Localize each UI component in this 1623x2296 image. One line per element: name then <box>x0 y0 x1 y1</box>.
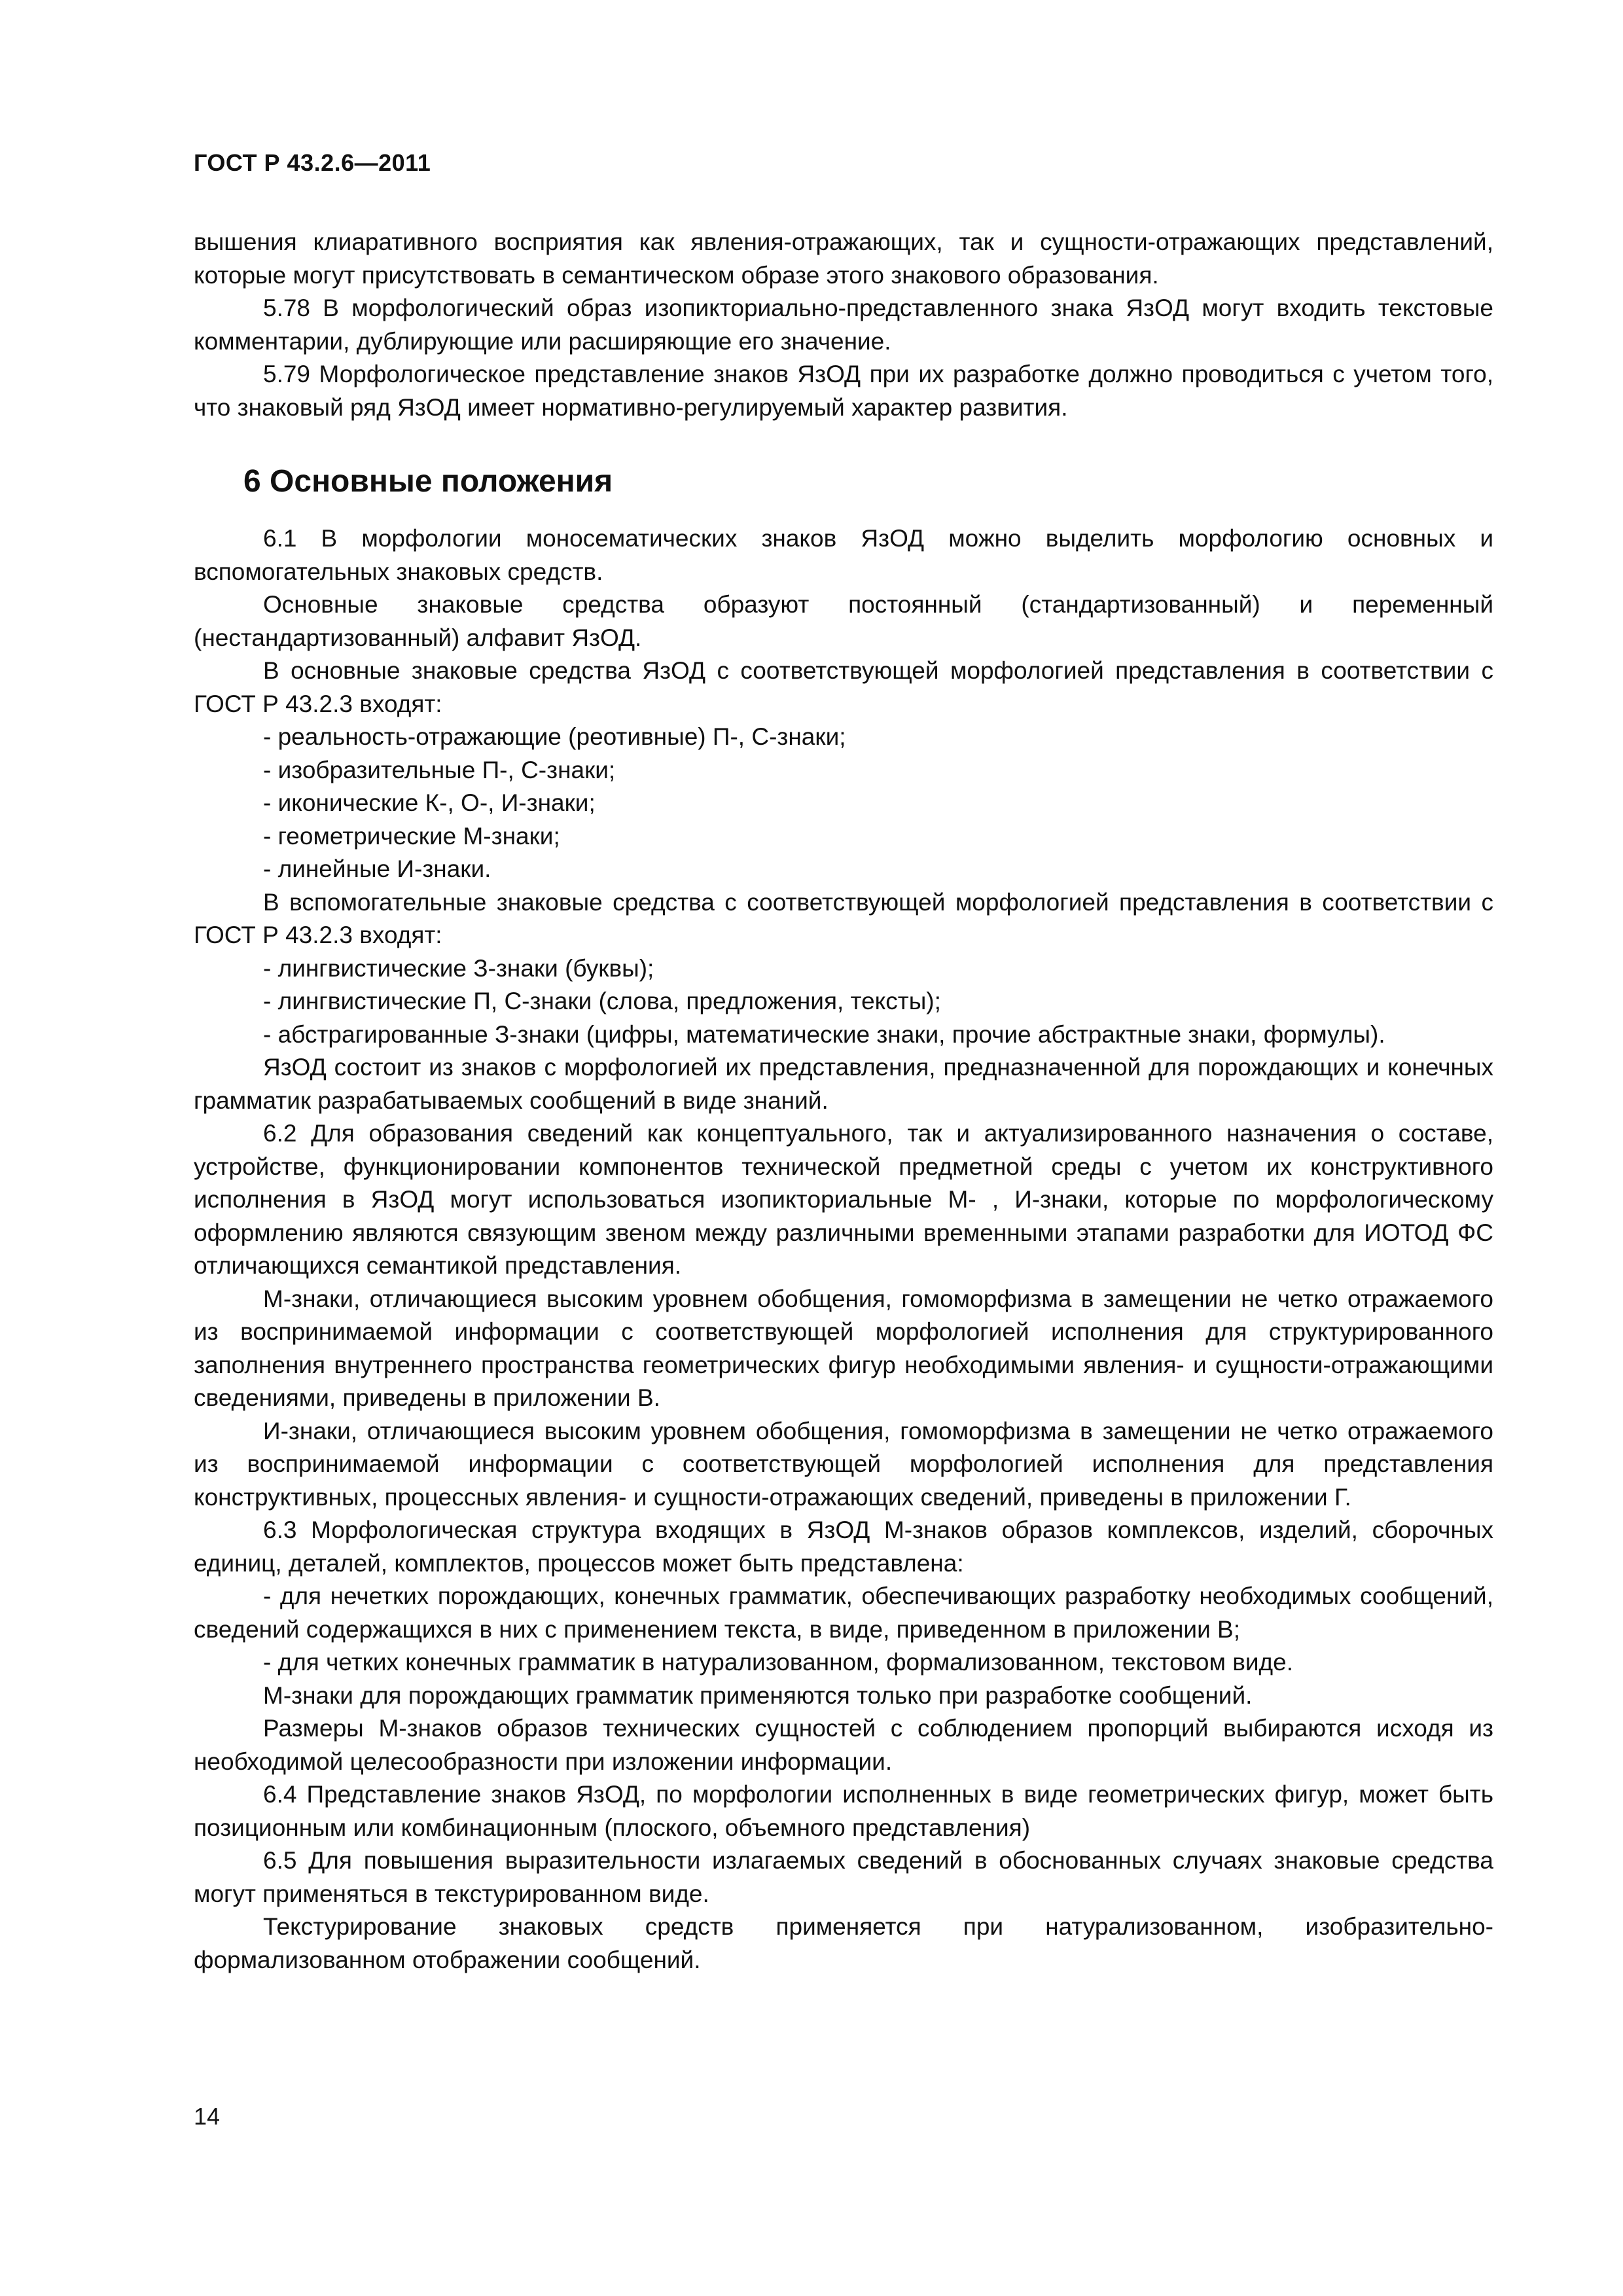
paragraph: - для четких конечных грамматик в натурализованном, формализованном, текстовом виде. <box>263 1649 1293 1676</box>
page-number: 14 <box>194 2103 221 2130</box>
list-item: - абстрагированные З-знаки (цифры, математические знаки, прочие абстрактные знаки, формулы). <box>263 1020 1385 1048</box>
section-title: 6 Основные положения <box>243 464 613 499</box>
paragraph: вышения клиаративного восприятия как явления-отражающих, так и сущности-отражающих представлений, которые могут присутствовать в семантическом образе этого знакового образования. <box>194 228 1493 289</box>
paragraph: 5.79 Морфологическое представление знаков ЯзОД при их разработке должно проводиться с учетом того, что знаковый ряд ЯзОД имеет нормативно-регулируемый характер развития. <box>194 361 1493 421</box>
paragraph: Размеры М-знаков образов технических сущностей с соблюдением пропорций выбираются исходя из необходимой целесообразности при изложении информации. <box>194 1715 1493 1775</box>
list-item: - лингвистические З-знаки (буквы); <box>263 954 654 982</box>
paragraph: ЯзОД состоит из знаков с морфологией их представления, предназначенной для порождающих и конечных грамматик разрабатываемых сообщений в виде знаний. <box>194 1054 1493 1114</box>
paragraph: М-знаки для порождающих грамматик применяются только при разработке сообщений. <box>263 1681 1253 1709</box>
paragraph: - для нечетких порождающих, конечных грамматик, обеспечивающих разработку необходимых сообщений, сведений содержащихся в них с применением текста, в виде, приведенном в приложении В; <box>194 1583 1493 1643</box>
list-item: - реальность-отражающие (реотивные) П-, С-знаки; <box>263 723 846 750</box>
section-body <box>194 522 1493 1977</box>
paragraph: 6.3 Морфологическая структура входящих в ЯзОД М-знаков образов комплексов, изделий, сборочных единиц, деталей, комплектов, процессов может быть представлена: <box>194 1516 1493 1577</box>
paragraph: 6.1 В морфологии моносематических знаков ЯзОД можно выделить морфологию основных и вспомогательных знаковых средств. <box>194 525 1493 585</box>
top-text-block <box>194 226 1493 424</box>
list-item: - изобразительные П-, С-знаки; <box>263 756 616 783</box>
paragraph: В основные знаковые средства ЯзОД с соответствующей морфологией представления в соответствии с ГОСТ Р 43.2.3 входят: <box>194 657 1493 717</box>
paragraph: И-знаки, отличающиеся высоким уровнем обобщения, гомоморфизма в замещении не четко отражаемого из воспринимаемой информации с соответствующей морфологией исполнения для представления конструктивных, процессных явления- и сущности-отражающих сведений, приведены в приложении Г. <box>194 1417 1493 1511</box>
paragraph: В вспомогательные знаковые средства с соответствующей морфологией представления в соответствии с ГОСТ Р 43.2.3 входят: <box>194 888 1493 948</box>
paragraph: Текстурирование знаковых средств применяется при натурализованном, изобразительно-формализованном отображении сообщений. <box>194 1913 1493 1973</box>
list-item: - лингвистические П, С-знаки (слова, предложения, тексты); <box>263 988 941 1014</box>
paragraph: 5.78 В морфологический образ изопикториально-представленного знака ЯзОД могут входить текстовые комментарии, дублирующие или расширяющие его значение. <box>194 295 1493 355</box>
list-item: - геометрические М-знаки; <box>263 822 560 850</box>
list-item: - линейные И-знаки. <box>263 855 491 882</box>
paragraph: 6.2 Для образования сведений как концептуального, так и актуализированного назначения о составе, устройстве, функционировании компонентов технической предметной среды с учетом их конструктивного исполнения в ЯзОД могут использоваться изопиктoриальные М- , И-знаки, которые по морфологическому оформлению являются связующим звеном между различными временными этапами разработки для ИОТОД ФС отличающихся семантикой представления. <box>194 1120 1493 1279</box>
paragraph: Основные знаковые средства образуют постоянный (стандартизованный) и переменный (нестандартизованный) алфавит ЯзОД. <box>194 591 1493 651</box>
paragraph: М-знаки, отличающиеся высоким уровнем обобщения, гомоморфизма в замещении не четко отражаемого из воспринимаемой информации с соответствующей морфологией исполнения для структурированного заполнения внутреннего пространства геометрических фигур необходимыми явления- и сущности-отражающими сведениями, приведены в приложении В. <box>194 1285 1493 1411</box>
section-6 <box>194 462 1493 501</box>
paragraph: 6.5 Для повышения выразительности излагаемых сведений в обоснованных случаях знаковые средства могут применяться в текстурированном виде. <box>194 1847 1493 1907</box>
document-header: ГОСТ Р 43.2.6—2011 <box>194 149 431 176</box>
paragraph: 6.4 Представление знаков ЯзОД, по морфологии исполненных в виде геометрических фигур, может быть позиционным или комбинационным (плоского, объемного представления) <box>194 1781 1493 1841</box>
list-item: - иконические К-, О-, И-знаки; <box>263 789 596 816</box>
